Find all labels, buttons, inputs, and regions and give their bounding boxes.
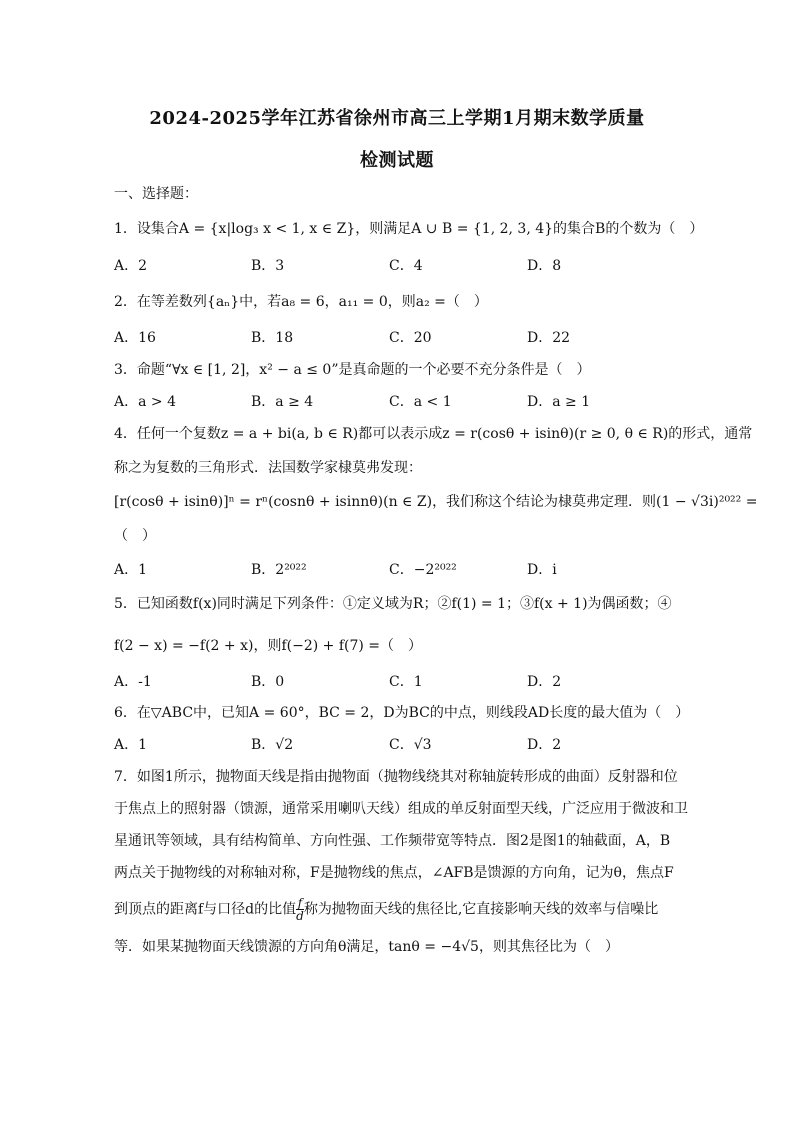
q7-text-after-frac: 称为抛物面天线的焦径比,它直接影响天线的效率与信噪比 <box>303 901 659 918</box>
option-b[interactable]: B．18 <box>251 330 294 346</box>
question-1-options <box>114 256 684 276</box>
option-a[interactable]: A．-1 <box>114 674 152 690</box>
option-d[interactable]: D．2 <box>527 674 562 690</box>
section-heading: 一、选择题： <box>114 186 198 202</box>
question-4-stem-line1: 4．任何一个复数z = a + bi(a, b ∈ R)都可以表示成z = r(cosθ + isinθ)(r ≥ 0, θ ∈ R)的形式，通常 <box>114 426 753 442</box>
option-a[interactable]: A．a > 4 <box>114 394 176 410</box>
question-7-stem-line6: 等．如果某抛物面天线馈源的方向角θ满足，tanθ = −4√5，则其焦径比为（ ） <box>114 939 619 955</box>
option-d[interactable]: D．22 <box>527 330 571 346</box>
option-a[interactable]: A．16 <box>114 330 156 346</box>
option-d[interactable]: D．2 <box>527 737 562 753</box>
question-7-stem-line4: 两点关于抛物线的对称轴对称，F是抛物线的焦点，∠AFB是馈源的方向角，记为θ，焦点F <box>114 865 674 881</box>
question-4-stem-line4: （ ） <box>114 528 156 544</box>
option-a[interactable]: A．1 <box>114 737 148 753</box>
question-7-stem-line1: 7．如图1所示，抛物面天线是指由抛物面（抛物线绕其对称轴旋转形成的曲面）反射器和位 <box>114 769 678 785</box>
option-b[interactable]: B．a ≥ 4 <box>251 394 314 410</box>
frac-numerator: f <box>297 896 303 910</box>
question-1-stem: 1．设集合A = {x|log₃ x < 1, x ∈ Z}，则满足A ∪ B = {1, 2, 3, 4}的集合B的个数为（ ） <box>114 221 704 237</box>
option-c[interactable]: C．4 <box>389 258 423 274</box>
question-4-options <box>114 560 684 580</box>
frac-denominator: d <box>296 909 304 923</box>
option-d[interactable]: D．a ≥ 1 <box>527 394 591 410</box>
question-3-stem: 3．命题“∀x ∈ [1, 2]，x² − a ≤ 0”是真命题的一个必要不充分条件是（ ） <box>114 362 591 378</box>
option-b[interactable]: B．√2 <box>251 737 294 753</box>
focal-ratio-fraction <box>296 897 304 922</box>
option-d[interactable]: D．8 <box>527 258 562 274</box>
option-b[interactable]: B．0 <box>251 674 285 690</box>
q7-text-before-frac: 到顶点的距离f与口径d的比值 <box>114 901 297 918</box>
question-7-stem-line3: 星通讯等领域，具有结构简单、方向性强、工作频带宽等特点．图2是图1的轴截面，A，B <box>114 833 671 849</box>
question-2-stem: 2．在等差数列{aₙ}中，若a₈ = 6，a₁₁ = 0，则a₂ =（ ） <box>114 294 488 310</box>
question-3-options <box>114 392 684 412</box>
question-5-stem-line1: 5．已知函数f(x)同时满足下列条件：①定义域为R；②f(1) = 1；③f(x + 1)为偶函数；④ <box>114 596 672 612</box>
exam-title-line2: 检测试题 <box>360 150 434 171</box>
question-7-stem-line5 <box>114 897 684 922</box>
question-6-options <box>114 735 684 755</box>
option-c[interactable]: C．−2²⁰²² <box>389 562 457 578</box>
option-c[interactable]: C．a < 1 <box>389 394 452 410</box>
option-c[interactable]: C．20 <box>389 330 432 346</box>
question-2-options <box>114 328 684 348</box>
question-5-stem-line2: f(2 − x) = −f(2 + x)，则f(−2) + f(7) =（ ） <box>114 638 423 654</box>
option-a[interactable]: A．2 <box>114 258 148 274</box>
option-c[interactable]: C．√3 <box>389 737 432 753</box>
question-6-stem: 6．在▽ABC中，已知A = 60°，BC = 2，D为BC的中点，则线段AD长度的最大值为（ ） <box>114 705 690 721</box>
exam-title-line1: 2024-2025学年江苏省徐州市高三上学期1月期末数学质量 <box>149 108 645 129</box>
option-c[interactable]: C．1 <box>389 674 423 690</box>
question-4-stem-line3: [r(cosθ + isinθ)]ⁿ = rⁿ(cosnθ + isinnθ)(n ∈ Z)，我们称这个结论为棣莫弗定理．则(1 − √3i)²⁰²² = <box>114 494 758 510</box>
option-a[interactable]: A．1 <box>114 562 148 578</box>
question-5-options <box>114 672 684 692</box>
option-b[interactable]: B．3 <box>251 258 285 274</box>
question-4-stem-line2: 称之为复数的三角形式．法国数学家棣莫弗发现： <box>114 460 422 476</box>
option-b[interactable]: B．2²⁰²² <box>251 562 307 578</box>
option-d[interactable]: D．i <box>527 562 557 578</box>
question-7-stem-line2: 于焦点上的照射器（馈源，通常采用喇叭天线）组成的单反射面型天线，广泛应用于微波和卫 <box>114 801 688 817</box>
